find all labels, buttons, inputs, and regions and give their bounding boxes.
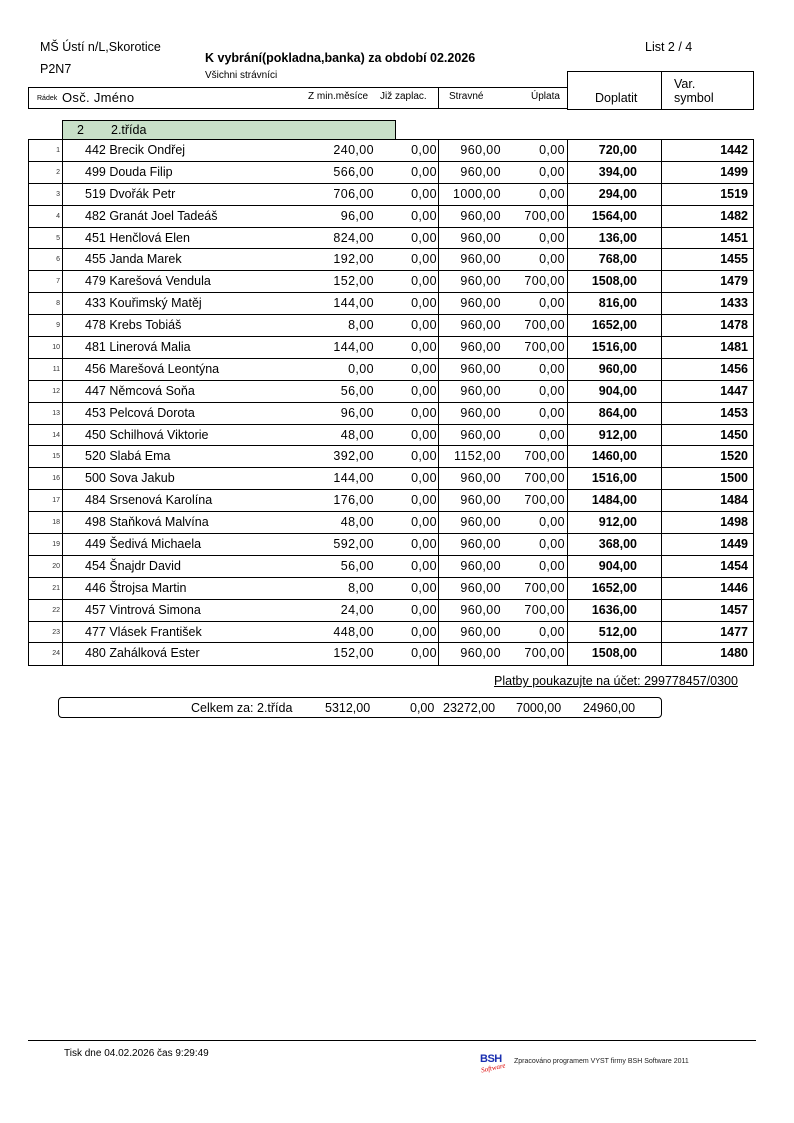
paid-value: 0,00 — [374, 403, 439, 424]
student-name: 456 Marešová Leontýna — [85, 361, 220, 376]
board-value: 960,00 — [460, 164, 501, 179]
due-value: 904,00 — [568, 381, 662, 402]
var-symbol-value: 1456 — [720, 361, 748, 376]
z-min-value: 392,00 — [333, 449, 374, 464]
paid-value: 0,00 — [374, 293, 439, 314]
table-row — [29, 293, 753, 315]
student-name: 477 Vlásek František — [85, 624, 202, 639]
row-number: 21 — [29, 578, 63, 599]
col-header-due: Doplatit — [595, 91, 638, 105]
payment-value: 700,00 — [501, 271, 568, 292]
student-name: 451 Henčlová Elen — [85, 230, 190, 245]
totals-label: Celkem za: 2.třída — [191, 701, 293, 715]
row-number: 10 — [29, 337, 63, 358]
board-value: 960,00 — [460, 493, 501, 508]
footer-divider — [28, 1040, 756, 1041]
col-header-row: Rádek — [37, 95, 58, 102]
board-value: 960,00 — [460, 515, 501, 530]
z-min-value: 24,00 — [340, 602, 374, 617]
student-name: 519 Dvořák Petr — [85, 186, 176, 201]
col-header-paid: Již zaplac. — [380, 91, 427, 102]
table-row — [29, 512, 753, 534]
school-name: MŠ Ústí n/L,Skorotice — [40, 40, 161, 54]
due-value: 1516,00 — [568, 468, 662, 489]
student-name: 442 Brecik Ondřej — [85, 143, 186, 157]
var-symbol-value: 1449 — [720, 537, 748, 552]
z-min-value: 144,00 — [333, 296, 374, 311]
var-symbol-value: 1478 — [720, 318, 748, 333]
row-number: 7 — [29, 271, 63, 292]
z-min-value: 706,00 — [333, 186, 374, 201]
col-header-var-symbol — [674, 77, 724, 105]
student-name: 499 Douda Filip — [85, 164, 173, 179]
paid-value: 0,00 — [374, 622, 439, 643]
table-row — [29, 468, 753, 490]
board-value: 960,00 — [460, 143, 501, 157]
payment-value: 700,00 — [501, 446, 568, 467]
table-row — [29, 140, 753, 162]
z-min-value: 56,00 — [340, 558, 374, 573]
student-name: 455 Janda Marek — [85, 252, 182, 267]
payment-value: 700,00 — [501, 643, 568, 665]
board-value: 960,00 — [460, 646, 501, 661]
paid-value: 0,00 — [374, 446, 439, 467]
var-symbol-value: 1450 — [720, 427, 748, 442]
payment-value: 0,00 — [501, 249, 568, 270]
logo-subtext: Software — [480, 1061, 507, 1075]
table-row — [29, 403, 753, 425]
z-min-value: 48,00 — [340, 515, 374, 530]
header-divider — [438, 87, 439, 109]
due-value: 720,00 — [568, 140, 662, 161]
due-value: 912,00 — [568, 425, 662, 446]
student-name: 478 Krebs Tobiáš — [85, 318, 182, 333]
due-value: 512,00 — [568, 622, 662, 643]
due-value: 368,00 — [568, 534, 662, 555]
row-number: 2 — [29, 162, 63, 183]
processed-by-note: Zpracováno programem VYST firmy BSH Software 2011 — [514, 1058, 689, 1065]
payment-value: 700,00 — [501, 600, 568, 621]
var-symbol-value: 1447 — [720, 383, 748, 398]
var-symbol-value: 1477 — [720, 624, 748, 639]
table-row — [29, 381, 753, 403]
students-table — [28, 139, 754, 666]
table-row — [29, 446, 753, 468]
payment-value: 0,00 — [501, 622, 568, 643]
due-value: 1508,00 — [568, 271, 662, 292]
board-value: 960,00 — [460, 471, 501, 486]
student-name: 498 Staňková Malvína — [85, 515, 209, 530]
paid-value: 0,00 — [374, 643, 439, 665]
board-value: 960,00 — [460, 624, 501, 639]
z-min-value: 152,00 — [333, 646, 374, 661]
due-value: 1652,00 — [568, 578, 662, 599]
table-row — [29, 490, 753, 512]
due-value: 960,00 — [568, 359, 662, 380]
row-number: 4 — [29, 206, 63, 227]
board-value: 960,00 — [460, 340, 501, 355]
row-number: 1 — [29, 140, 63, 161]
due-value: 136,00 — [568, 228, 662, 249]
totals-z-min: 5312,00 — [325, 701, 371, 715]
z-min-value: 56,00 — [340, 383, 374, 398]
table-row — [29, 600, 753, 622]
paid-value: 0,00 — [374, 315, 439, 336]
totals-board: 23272,00 — [443, 701, 496, 715]
table-row — [29, 184, 753, 206]
student-name: 520 Slabá Ema — [85, 449, 171, 464]
payment-value: 0,00 — [501, 359, 568, 380]
due-value: 904,00 — [568, 556, 662, 577]
paid-value: 0,00 — [374, 228, 439, 249]
z-min-value: 96,00 — [340, 208, 374, 223]
paid-value: 0,00 — [374, 490, 439, 511]
z-min-value: 448,00 — [333, 624, 374, 639]
row-number: 23 — [29, 622, 63, 643]
row-number: 19 — [29, 534, 63, 555]
due-value: 394,00 — [568, 162, 662, 183]
row-number: 9 — [29, 315, 63, 336]
paid-value: 0,00 — [374, 578, 439, 599]
page-number: List 2 / 4 — [645, 40, 693, 54]
table-row — [29, 578, 753, 600]
student-name: 454 Šnajdr David — [85, 558, 181, 573]
z-min-value: 592,00 — [333, 537, 374, 552]
report-code: P2N7 — [40, 62, 72, 76]
paid-value: 0,00 — [374, 556, 439, 577]
student-name: 457 Vintrová Simona — [85, 602, 201, 617]
student-name: 479 Karešová Vendula — [85, 274, 211, 289]
bsh-logo-icon — [480, 1053, 508, 1075]
z-min-value: 192,00 — [333, 252, 374, 267]
table-row — [29, 534, 753, 556]
account-note: Platby poukazujte na účet: 299778457/0300 — [494, 674, 738, 688]
paid-value: 0,00 — [374, 206, 439, 227]
z-min-value: 8,00 — [348, 580, 374, 595]
z-min-value: 48,00 — [340, 427, 374, 442]
paid-value: 0,00 — [374, 140, 439, 161]
z-min-value: 566,00 — [333, 164, 374, 179]
paid-value: 0,00 — [374, 512, 439, 533]
payment-value: 700,00 — [501, 578, 568, 599]
row-number: 11 — [29, 359, 63, 380]
payment-value: 700,00 — [501, 490, 568, 511]
row-number: 16 — [29, 468, 63, 489]
due-value: 294,00 — [568, 184, 662, 205]
due-value: 1484,00 — [568, 490, 662, 511]
var-symbol-value: 1451 — [720, 230, 748, 245]
row-number: 14 — [29, 425, 63, 446]
due-value: 1564,00 — [568, 206, 662, 227]
paid-value: 0,00 — [374, 359, 439, 380]
due-value: 816,00 — [568, 293, 662, 314]
board-value: 960,00 — [460, 427, 501, 442]
row-number: 12 — [29, 381, 63, 402]
var-symbol-value: 1442 — [720, 143, 748, 157]
table-row — [29, 643, 753, 665]
col-header-z-min: Z min.měsíce — [308, 91, 369, 102]
board-value: 960,00 — [460, 274, 501, 289]
board-value: 960,00 — [460, 318, 501, 333]
group-header — [62, 120, 396, 139]
board-value: 960,00 — [460, 296, 501, 311]
table-row — [29, 337, 753, 359]
var-symbol-value: 1446 — [720, 580, 748, 595]
var-symbol-value: 1453 — [720, 405, 748, 420]
payment-value: 700,00 — [501, 468, 568, 489]
student-name: 446 Štrojsa Martin — [85, 580, 187, 595]
z-min-value: 152,00 — [333, 274, 374, 289]
paid-value: 0,00 — [374, 162, 439, 183]
paid-value: 0,00 — [374, 381, 439, 402]
group-number: 2 — [77, 123, 84, 137]
due-value: 1516,00 — [568, 337, 662, 358]
table-row — [29, 359, 753, 381]
due-value: 1652,00 — [568, 315, 662, 336]
row-number: 13 — [29, 403, 63, 424]
board-value: 960,00 — [460, 558, 501, 573]
row-number: 24 — [29, 643, 63, 665]
table-row — [29, 228, 753, 250]
paid-value: 0,00 — [374, 337, 439, 358]
payment-value: 700,00 — [501, 337, 568, 358]
board-value: 960,00 — [460, 383, 501, 398]
group-name: 2.třída — [111, 123, 147, 137]
payment-value: 0,00 — [501, 162, 568, 183]
var-symbol-value: 1480 — [720, 646, 748, 661]
student-name: 482 Granát Joel Tadeáš — [85, 208, 218, 223]
table-row — [29, 556, 753, 578]
table-row — [29, 315, 753, 337]
logo-text: BSH — [480, 1053, 502, 1065]
student-name: 447 Němcová Soňa — [85, 383, 195, 398]
col-header-board: Stravné — [449, 91, 484, 102]
paid-value: 0,00 — [374, 271, 439, 292]
table-row — [29, 206, 753, 228]
board-value: 1000,00 — [453, 186, 501, 201]
board-value: 960,00 — [460, 580, 501, 595]
paid-value: 0,00 — [374, 425, 439, 446]
payment-value: 700,00 — [501, 315, 568, 336]
paid-value: 0,00 — [374, 534, 439, 555]
student-name: 484 Srsenová Karolína — [85, 493, 213, 508]
due-value: 1508,00 — [568, 643, 662, 665]
var-symbol-value: 1481 — [720, 340, 748, 355]
paid-value: 0,00 — [374, 249, 439, 270]
payment-value: 0,00 — [501, 556, 568, 577]
row-number: 6 — [29, 249, 63, 270]
totals-row — [58, 697, 662, 718]
payment-value: 0,00 — [501, 403, 568, 424]
z-min-value: 144,00 — [333, 471, 374, 486]
paid-value: 0,00 — [374, 184, 439, 205]
col-header-var-symbol-text: Var. symbol — [674, 77, 714, 105]
payment-value: 0,00 — [501, 381, 568, 402]
z-min-value: 824,00 — [333, 230, 374, 245]
row-number: 18 — [29, 512, 63, 533]
payment-value: 0,00 — [501, 228, 568, 249]
var-symbol-value: 1520 — [720, 449, 748, 464]
z-min-value: 8,00 — [348, 318, 374, 333]
row-number: 15 — [29, 446, 63, 467]
student-name: 481 Linerová Malia — [85, 340, 191, 355]
due-value: 912,00 — [568, 512, 662, 533]
board-value: 1152,00 — [453, 449, 501, 464]
var-symbol-value: 1498 — [720, 515, 748, 530]
var-symbol-value: 1433 — [720, 296, 748, 311]
table-row — [29, 271, 753, 293]
var-symbol-value: 1455 — [720, 252, 748, 267]
report-title: K vybrání(pokladna,banka) za období 02.2026 — [205, 51, 476, 65]
z-min-value: 240,00 — [333, 143, 374, 157]
student-name: 449 Šedivá Michaela — [85, 537, 202, 552]
payment-value: 0,00 — [501, 512, 568, 533]
table-row — [29, 622, 753, 644]
student-name: 450 Schilhová Viktorie — [85, 427, 209, 442]
due-value: 1636,00 — [568, 600, 662, 621]
board-value: 960,00 — [460, 602, 501, 617]
board-value: 960,00 — [460, 405, 501, 420]
var-symbol-value: 1482 — [720, 208, 748, 223]
z-min-value: 144,00 — [333, 340, 374, 355]
var-symbol-value: 1499 — [720, 164, 748, 179]
table-row — [29, 425, 753, 447]
totals-due: 24960,00 — [583, 701, 636, 715]
var-symbol-value: 1479 — [720, 274, 748, 289]
payment-value: 0,00 — [501, 184, 568, 205]
totals-paid: 0,00 — [410, 701, 435, 715]
z-min-value: 176,00 — [333, 493, 374, 508]
table-row — [29, 249, 753, 271]
table-row — [29, 162, 753, 184]
z-min-value: 96,00 — [340, 405, 374, 420]
student-name: 500 Sova Jakub — [85, 471, 175, 486]
paid-value: 0,00 — [374, 468, 439, 489]
row-number: 3 — [29, 184, 63, 205]
due-value: 768,00 — [568, 249, 662, 270]
col-header-payment: Úplata — [531, 91, 560, 102]
print-timestamp: Tisk dne 04.02.2026 čas 9:29:49 — [64, 1048, 209, 1059]
row-number: 20 — [29, 556, 63, 577]
row-number: 17 — [29, 490, 63, 511]
board-value: 960,00 — [460, 537, 501, 552]
report-subtitle: Všichni strávníci — [205, 70, 278, 81]
col-header-name: Osč. Jméno — [62, 90, 135, 105]
board-value: 960,00 — [460, 361, 501, 376]
board-value: 960,00 — [460, 252, 501, 267]
row-number: 22 — [29, 600, 63, 621]
var-symbol-value: 1454 — [720, 558, 748, 573]
var-symbol-value: 1500 — [720, 471, 748, 486]
var-symbol-value: 1457 — [720, 602, 748, 617]
var-symbol-value: 1484 — [720, 493, 748, 508]
payment-value: 0,00 — [501, 293, 568, 314]
board-value: 960,00 — [460, 208, 501, 223]
var-symbol-value: 1519 — [720, 186, 748, 201]
student-name: 453 Pelcová Dorota — [85, 405, 195, 420]
due-value: 864,00 — [568, 403, 662, 424]
payment-value: 0,00 — [501, 425, 568, 446]
row-number: 8 — [29, 293, 63, 314]
row-number: 5 — [29, 228, 63, 249]
student-name: 433 Kouřimský Matěj — [85, 296, 202, 311]
board-value: 960,00 — [460, 230, 501, 245]
payment-value: 700,00 — [501, 206, 568, 227]
paid-value: 0,00 — [374, 600, 439, 621]
payment-value: 0,00 — [501, 534, 568, 555]
z-min-value: 0,00 — [348, 361, 374, 376]
student-name: 480 Zahálková Ester — [85, 646, 200, 661]
payment-value: 0,00 — [501, 140, 568, 161]
due-value: 1460,00 — [568, 446, 662, 467]
totals-payment: 7000,00 — [516, 701, 562, 715]
